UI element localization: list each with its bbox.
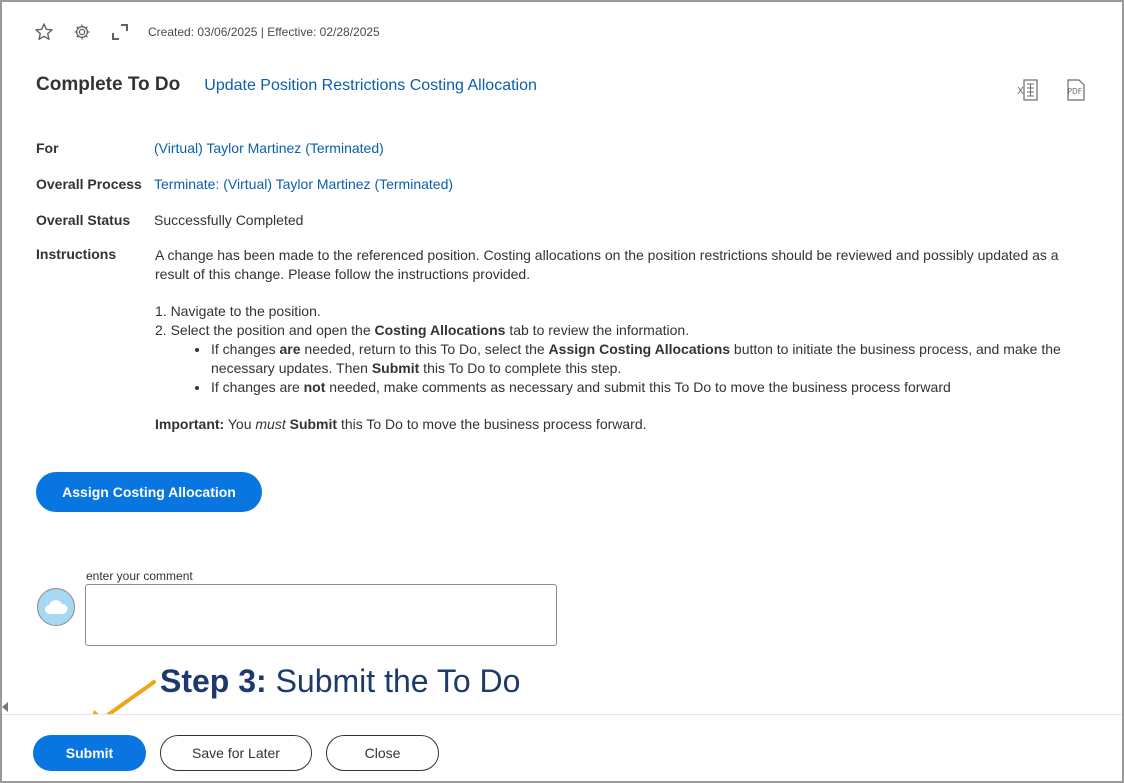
top-toolbar: [34, 22, 380, 42]
save-for-later-button[interactable]: Save for Later: [160, 735, 312, 771]
instructions-bullet-2: • If changes are not needed, make comments as necessary and submit this To Do to move the business process forward: [210, 378, 1065, 397]
details-section: [36, 140, 1076, 472]
for-value-link[interactable]: (Virtual) Taylor Martinez (Terminated): [154, 140, 384, 156]
created-effective-dates: Created: 03/06/2025 | Effective: 02/28/2025: [148, 25, 380, 39]
gear-icon[interactable]: [72, 22, 92, 42]
close-button[interactable]: Close: [326, 735, 439, 771]
submit-button[interactable]: Submit: [33, 735, 146, 771]
export-icons: [992, 78, 1088, 102]
instructions-label: Instructions: [36, 246, 117, 262]
instructions-text: [155, 246, 1065, 452]
comment-input[interactable]: [85, 584, 557, 646]
expand-icon[interactable]: [110, 22, 130, 42]
cloud-icon: [43, 598, 69, 616]
svg-text:X: X: [1017, 86, 1024, 97]
instructions-intro: A change has been made to the referenced position. Costing allocations on the position restrictions should be reviewed and possibly updated as a result of this change. Please follow the instructions provided.: [155, 247, 1059, 282]
page-title: Complete To Do: [36, 74, 181, 95]
star-icon[interactable]: [34, 22, 54, 42]
collapse-handle-icon[interactable]: [2, 702, 8, 712]
instructions-step-1: 1. Navigate to the position.: [155, 303, 321, 319]
overall-status-label: Overall Status: [36, 212, 131, 228]
instructions-bullet-1: • If changes are needed, return to this To Do, select the Assign Costing Allocations button to initiate the business process, and make the necessary updates. Then Submit this To Do to complete this step.: [210, 340, 1065, 378]
svg-text:PDF: PDF: [1067, 87, 1083, 96]
excel-export-icon[interactable]: [1016, 78, 1040, 102]
field-instructions: [36, 246, 1076, 452]
overall-process-label: Overall Process: [36, 176, 142, 192]
overall-status-value: Successfully Completed: [154, 212, 304, 228]
instructions-step-2: 2. Select the position and open the Costing Allocations tab to review the information.: [155, 322, 690, 338]
pdf-export-icon[interactable]: [1064, 78, 1088, 102]
field-overall-status: [36, 212, 1076, 228]
assign-costing-allocation-button[interactable]: Assign Costing Allocation: [36, 472, 262, 512]
avatar: [37, 588, 75, 626]
overall-process-link[interactable]: Terminate: (Virtual) Taylor Martinez (Terminated): [154, 176, 454, 192]
task-link[interactable]: Update Position Restrictions Costing Allocation: [204, 77, 537, 94]
field-overall-process: [36, 176, 1076, 192]
for-label: For: [36, 140, 59, 156]
field-for: [36, 140, 1076, 156]
comment-label: enter your comment: [86, 569, 193, 583]
instructions-bullets: [155, 340, 1065, 397]
step-callout: Step 3: Submit the To Do: [160, 663, 521, 699]
title-row: [36, 74, 537, 96]
instructions-important: Important: You must Submit this To Do to move the business process forward.: [155, 416, 647, 432]
